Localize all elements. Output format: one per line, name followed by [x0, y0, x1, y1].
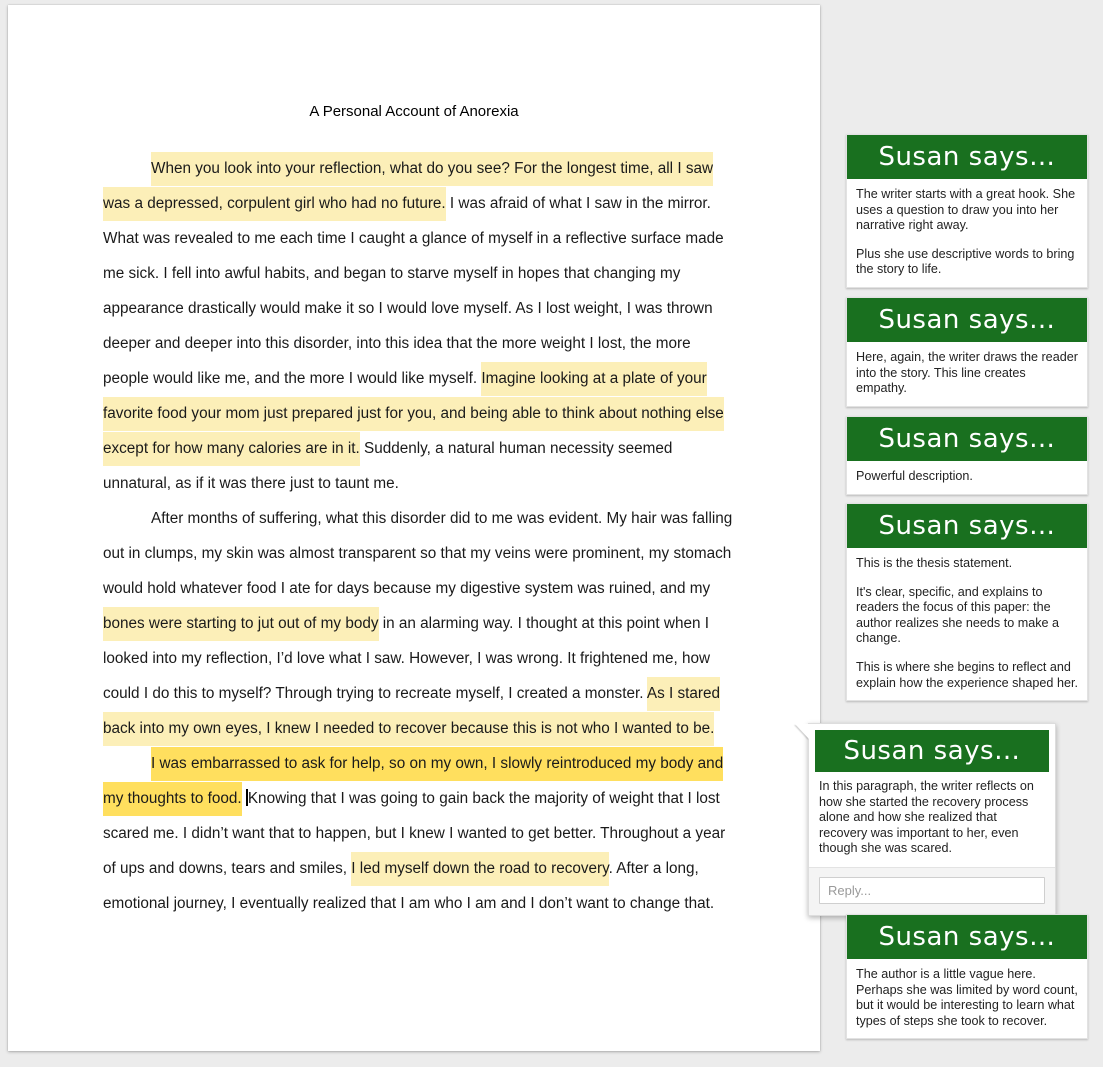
reply-input[interactable] [819, 877, 1045, 904]
body-text: I was afraid of what I saw in the mirror. What was revealed to me each time I caught a glance of myself in a reflective surface made me sick. I fell into awful habits, and began to starve myself in hopes that changing my appearance drastically would make it so I would love myself. As I lost weight, I was thrown deeper and deeper into this disorder, into this idea that the more weight I lost, the more people would like me, and the more I would like myself. [103, 195, 724, 387]
highlighted-text-active[interactable]: I was embarrassed to ask for help, so on my own, I slowly reintroduced my body and my thoughts to food. [103, 747, 723, 816]
comment-paragraph: In this paragraph, the writer reflects on how she started the recovery process alone and how she realized that recovery was important to her, even though she was scared. [819, 779, 1034, 856]
comment-author-banner: Susan says… [847, 504, 1087, 548]
comment-paragraph: The author is a little vague here. Perhaps she was limited by word count, but it would be interesting to learn what types of steps she took to recover. [856, 967, 1078, 1028]
comment-card[interactable] [846, 503, 1088, 701]
highlighted-text[interactable]: Imagine looking at a plate of your favorite food your mom just prepared just for you, and being able to think about nothing else except for how many calories are in it. [103, 362, 724, 466]
body-text: Suddenly, a natural human necessity seemed unnatural, as if it was there just to taunt me. [103, 440, 673, 492]
comment-body [809, 772, 1055, 868]
comment-card[interactable] [846, 134, 1088, 288]
comment-author-banner: Susan says… [847, 417, 1087, 461]
document-page [8, 5, 820, 1051]
comment-card[interactable] [846, 914, 1088, 1039]
comment-body [847, 179, 1087, 287]
comment-paragraph: It's clear, specific, and explains to readers the focus of this paper: the author realizes she needs to make a change. [856, 584, 1060, 646]
body-text: After months of suffering, what this disorder did to me was evident. My hair was falling out in clumps, my skin was almost transparent so that my veins were prominent, my stomach would hold whatever food I ate for days because my digestive system was ruined, and my [103, 510, 733, 597]
comment-card-active[interactable] [808, 723, 1056, 916]
body-text: in an alarming way. I thought at this point when I looked into my reflection, I’d love what I saw. However, I was wrong. It frightened me, how could I do this to myself? Through trying to recreate myself, I created a monster. [103, 615, 711, 702]
comment-body [847, 461, 1087, 494]
comment-author-banner: Susan says… [847, 915, 1087, 959]
highlighted-text[interactable]: bones were starting to jut out of my body [103, 607, 379, 641]
highlighted-text[interactable]: As I stared back into my own eyes, I knew I needed to recover because this is not who I wanted to be. [103, 677, 720, 746]
comment-paragraph: This is where she begins to reflect and explain how the experience shaped her. [856, 659, 1078, 690]
body-text: Knowing that I was going to gain back the majority of weight that I lost scared me. I didn’t want that to happen, but I knew I wanted to get better. Throughout a year of ups and downs, tears and smiles, [103, 790, 726, 877]
reply-zone [809, 868, 1055, 915]
comment-body [847, 959, 1087, 1038]
document-paragraph [103, 151, 735, 501]
comment-paragraph: Here, again, the writer draws the reader into the story. This line creates empathy. [856, 350, 1078, 396]
comment-author-banner: Susan says… [847, 135, 1087, 179]
comment-body [847, 548, 1087, 700]
highlighted-text[interactable]: I led myself down the road to recovery [351, 852, 608, 886]
comments-rail [819, 0, 1098, 1067]
comment-paragraph: This is the thesis statement. [856, 556, 1013, 570]
comment-paragraph: The writer starts with a great hook. She uses a question to draw you into her narrative right away. [856, 187, 1076, 233]
comment-card[interactable] [846, 297, 1088, 407]
comment-card[interactable] [846, 416, 1088, 495]
comment-pointer-tail [795, 724, 809, 739]
document-text-body[interactable] [103, 151, 735, 921]
comment-author-banner: Susan says… [847, 298, 1087, 342]
page-title: A Personal Account of Anorexia [309, 103, 519, 120]
highlighted-text[interactable]: When you look into your reflection, what do you see? For the longest time, all I saw was a depressed, corpulent girl who had no future. [103, 152, 713, 221]
comment-body [847, 342, 1087, 406]
comment-paragraph: Plus she use descriptive words to bring the story to life. [856, 246, 1075, 277]
document-paragraph [103, 746, 735, 921]
document-paragraph [103, 501, 735, 746]
body-text: . After a long, emotional journey, I eventually realized that I am who I am and I don’t want to change that. [103, 860, 715, 912]
comment-author-banner: Susan says… [815, 730, 1049, 772]
comment-paragraph: Powerful description. [856, 469, 973, 483]
